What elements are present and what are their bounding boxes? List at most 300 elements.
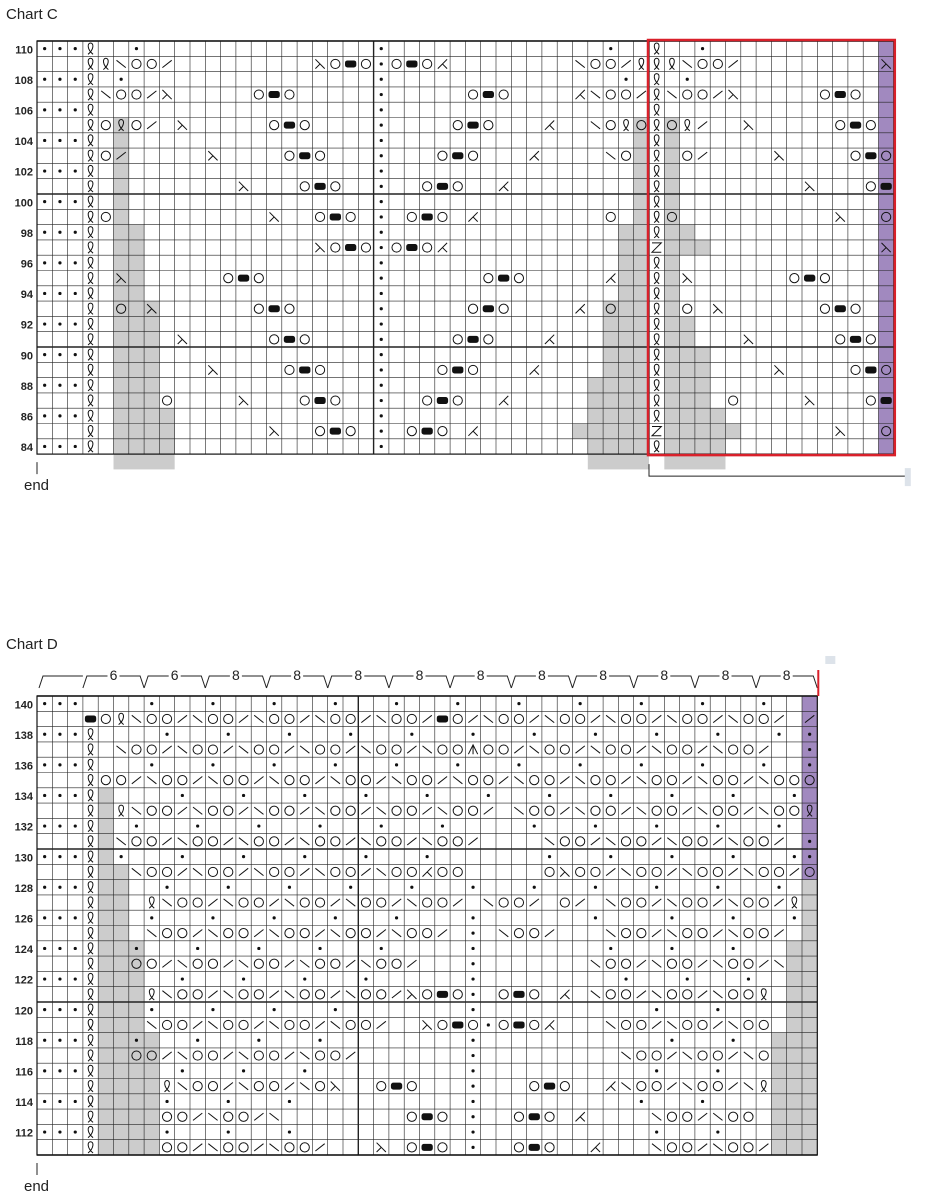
shaded-cell: [771, 1079, 817, 1094]
yarn-over-circle: [729, 1112, 738, 1121]
bobble-mark: [330, 428, 341, 435]
purl-dot: [58, 322, 61, 325]
yarn-over-circle: [270, 714, 279, 723]
purl-dot: [257, 1039, 260, 1042]
k3tog-mark: [499, 396, 508, 405]
twisted-stitch-mark: [88, 1081, 93, 1092]
purl-dot: [655, 1130, 658, 1133]
shaded-cell: [664, 255, 679, 270]
yarn-over-circle: [759, 837, 768, 846]
s2kp-mark: [423, 1020, 432, 1029]
yarn-over-circle: [423, 59, 432, 68]
k2tog-slash: [162, 838, 171, 845]
yarn-over-circle: [285, 714, 294, 723]
bracket-count-label: 8: [660, 667, 669, 683]
yarn-over-circle: [224, 806, 233, 815]
purl-dot: [380, 93, 383, 96]
yarn-over-circle: [101, 151, 110, 160]
bracket-end-marker: [825, 656, 835, 664]
shaded-cell: [664, 271, 679, 286]
purl-dot: [716, 1069, 719, 1072]
purl-dot: [43, 1008, 46, 1011]
purl-dot: [74, 292, 77, 295]
yarn-over-circle: [606, 212, 615, 221]
ssk-slash: [576, 60, 585, 67]
purl-dot: [74, 108, 77, 111]
shaded-cell: [664, 286, 679, 301]
k2tog-slash: [729, 1083, 738, 1090]
yarn-over-circle: [713, 806, 722, 815]
k2tog-slash: [744, 807, 753, 814]
shaded-cell: [98, 1017, 144, 1032]
ssk-slash: [667, 1021, 676, 1028]
k2tog-slash: [346, 1052, 355, 1059]
k2tog-slash: [713, 91, 722, 98]
cdd-mark: [468, 745, 477, 754]
s2kp-mark: [315, 59, 324, 68]
bobble-mark: [467, 122, 478, 129]
s2kp-mark: [836, 212, 845, 221]
purl-dot: [487, 1023, 490, 1026]
k2tog-slash: [453, 899, 462, 906]
shaded-cell: [802, 910, 817, 925]
purl-dot: [43, 977, 46, 980]
yarn-over-circle: [377, 959, 386, 968]
yarn-over-circle: [331, 806, 340, 815]
shaded-cell: [98, 818, 113, 833]
purl-dot: [655, 733, 658, 736]
yarn-over-circle: [331, 396, 340, 405]
yarn-over-circle: [759, 1051, 768, 1060]
bobble-mark: [483, 305, 494, 312]
twisted-stitch-mark: [654, 349, 659, 360]
purl-dot: [318, 947, 321, 950]
yarn-over-circle: [117, 90, 126, 99]
yarn-over-circle: [331, 1051, 340, 1060]
purl-dot: [150, 1008, 153, 1011]
ssk-slash: [713, 991, 722, 998]
yarn-over-circle: [514, 929, 523, 938]
purl-dot: [533, 824, 536, 827]
contrast-cell: [802, 773, 817, 788]
k2tog-slash: [423, 715, 432, 722]
twisted-stitch-mark: [88, 273, 93, 284]
yarn-over-circle: [392, 243, 401, 252]
purl-dot: [135, 1039, 138, 1042]
yarn-over-circle: [683, 959, 692, 968]
ssk-slash: [667, 91, 676, 98]
purl-dot: [670, 916, 673, 919]
yarn-over-circle: [851, 304, 860, 313]
k2tog-slash: [315, 1021, 324, 1028]
yarn-over-circle: [729, 776, 738, 785]
shaded-cell: [664, 362, 710, 377]
k2tog-slash: [239, 868, 248, 875]
ssk-slash: [208, 930, 217, 937]
purl-dot: [227, 733, 230, 736]
k2tog-slash: [759, 960, 768, 967]
purl-dot: [43, 733, 46, 736]
purl-dot: [74, 1008, 77, 1011]
purl-dot: [762, 763, 765, 766]
row-number-label: 136: [14, 760, 33, 773]
yarn-over-circle: [560, 898, 569, 907]
twisted-stitch-mark: [88, 288, 93, 299]
purl-dot: [471, 916, 474, 919]
k2tog-slash: [162, 1052, 171, 1059]
yarn-over-circle: [667, 1143, 676, 1152]
purl-dot: [43, 414, 46, 417]
yarn-over-circle: [361, 929, 370, 938]
ssk-slash: [591, 746, 600, 753]
purl-dot: [58, 947, 61, 950]
ssk-slash: [300, 838, 309, 845]
yarn-over-circle: [438, 151, 447, 160]
row-number-label: 124: [14, 944, 33, 957]
yarn-over-circle: [331, 959, 340, 968]
purl-dot: [74, 78, 77, 81]
purl-dot: [43, 702, 46, 705]
k2tog-slash: [239, 715, 248, 722]
bobble-mark: [452, 1021, 463, 1028]
yarn-over-circle: [254, 1051, 263, 1060]
ssk-slash: [576, 777, 585, 784]
twisted-stitch-mark: [88, 58, 93, 69]
yarn-over-circle: [790, 806, 799, 815]
ssk-slash: [346, 991, 355, 998]
k2tog-slash: [667, 868, 676, 875]
yarn-over-circle: [438, 365, 447, 374]
purl-dot: [273, 702, 276, 705]
twisted-stitch-mark: [88, 729, 93, 740]
purl-dot: [624, 977, 627, 980]
purl-dot: [74, 139, 77, 142]
yarn-over-circle: [606, 90, 615, 99]
purl-dot: [211, 1008, 214, 1011]
yarn-over-circle: [453, 867, 462, 876]
k3tog-mark: [576, 90, 585, 99]
ssk-slash: [744, 1083, 753, 1090]
twisted-stitch-mark: [88, 1096, 93, 1107]
ssk-slash: [193, 868, 202, 875]
purl-dot: [74, 947, 77, 950]
twisted-stitch-mark: [88, 196, 93, 207]
yarn-over-circle: [851, 151, 860, 160]
ssk-slash: [361, 838, 370, 845]
bobble-mark: [467, 336, 478, 343]
ssk-slash: [652, 746, 661, 753]
yarn-over-circle: [162, 1020, 171, 1029]
yarn-over-circle: [178, 990, 187, 999]
ssk-slash: [759, 777, 768, 784]
twisted-stitch-mark: [88, 43, 93, 54]
yarn-over-circle: [162, 806, 171, 815]
yarn-over-circle: [407, 427, 416, 436]
yarn-over-circle: [683, 745, 692, 754]
purl-dot: [533, 886, 536, 889]
ssk-slash: [239, 1083, 248, 1090]
yarn-over-circle: [744, 745, 753, 754]
purl-dot: [242, 977, 245, 980]
ssk-slash: [545, 715, 554, 722]
ssk-slash: [438, 807, 447, 814]
purl-dot: [43, 231, 46, 234]
purl-dot: [43, 200, 46, 203]
purl-dot: [364, 794, 367, 797]
shaded-cell: [664, 378, 710, 393]
ssk-slash: [744, 868, 753, 875]
yarn-over-circle: [208, 837, 217, 846]
yarn-over-circle: [514, 714, 523, 723]
ssk-slash: [514, 777, 523, 784]
yarn-over-circle: [224, 714, 233, 723]
yarn-over-circle: [667, 806, 676, 815]
chart-c-title: Chart C: [6, 6, 58, 23]
purl-dot: [471, 1100, 474, 1103]
purl-dot: [471, 947, 474, 950]
purl-dot: [579, 763, 582, 766]
ssk-slash: [713, 746, 722, 753]
k2tog-slash: [361, 868, 370, 875]
purl-dot: [303, 977, 306, 980]
yarn-over-circle: [729, 990, 738, 999]
ssk-slash: [407, 899, 416, 906]
k2tog-slash: [652, 838, 661, 845]
bobble-mark: [865, 152, 876, 159]
yarn-over-circle: [667, 776, 676, 785]
twisted-stitch-mark: [88, 89, 93, 100]
twisted-stitch-mark: [654, 196, 659, 207]
yarn-over-circle: [208, 745, 217, 754]
row-numbers: [15, 44, 34, 454]
yarn-over-circle: [514, 1143, 523, 1152]
s2kp-mark: [774, 151, 783, 160]
yarn-over-circle: [530, 806, 539, 815]
ssk-slash: [224, 899, 233, 906]
ssk-slash: [484, 715, 493, 722]
k2tog-slash: [774, 838, 783, 845]
shaded-cell: [771, 1109, 817, 1124]
k2tog-slash: [239, 807, 248, 814]
twisted-stitch-mark: [88, 1004, 93, 1015]
twisted-stitch-mark: [88, 334, 93, 345]
purl-dot: [43, 1100, 46, 1103]
row-number-label: 122: [14, 974, 33, 987]
yarn-over-circle: [270, 806, 279, 815]
k2tog-slash: [713, 1021, 722, 1028]
ssk-slash: [652, 991, 661, 998]
yarn-over-circle: [392, 59, 401, 68]
twisted-stitch-mark: [88, 1126, 93, 1137]
yarn-over-circle: [101, 212, 110, 221]
yarn-over-circle: [193, 745, 202, 754]
yarn-over-circle: [683, 1112, 692, 1121]
yarn-over-circle: [621, 1020, 630, 1029]
yarn-over-circle: [346, 427, 355, 436]
ssk-slash: [285, 991, 294, 998]
row-number-label: 90: [20, 350, 33, 363]
bobble-mark: [422, 213, 433, 220]
yarn-over-circle: [239, 1112, 248, 1121]
yarn-over-circle: [453, 335, 462, 344]
ssk-slash: [208, 1021, 217, 1028]
twisted-stitch-mark: [88, 775, 93, 786]
ssk-slash: [132, 868, 141, 875]
k2tog-slash: [560, 777, 569, 784]
ssk-slash: [208, 1144, 217, 1151]
purl-dot: [58, 855, 61, 858]
purl-dot: [58, 231, 61, 234]
purl-dot: [793, 794, 796, 797]
ssk-slash: [698, 777, 707, 784]
purl-dot: [43, 763, 46, 766]
bobble-mark: [483, 91, 494, 98]
row-number-label: 128: [14, 882, 33, 895]
shaded-cell: [603, 316, 649, 331]
yarn-over-circle: [621, 929, 630, 938]
yarn-over-circle: [698, 1020, 707, 1029]
purl-dot: [471, 962, 474, 965]
k2tog-slash: [392, 899, 401, 906]
ssk-slash: [147, 930, 156, 937]
shaded-cell: [664, 424, 741, 439]
s2kp-mark: [729, 90, 738, 99]
yarn-over-circle: [377, 745, 386, 754]
shaded-cell: [573, 424, 650, 439]
yarn-over-circle: [790, 274, 799, 283]
ssk-slash: [361, 746, 370, 753]
ssk-slash: [621, 868, 630, 875]
end-marker: [24, 1163, 49, 1195]
ssk-slash: [178, 1052, 187, 1059]
yarn-over-circle: [331, 745, 340, 754]
yarn-over-circle: [193, 959, 202, 968]
ssk-slash: [300, 1083, 309, 1090]
k2tog-slash: [698, 746, 707, 753]
ssk-slash: [453, 777, 462, 784]
k2tog-slash: [576, 899, 585, 906]
yarn-over-circle: [407, 1143, 416, 1152]
purl-dot: [43, 886, 46, 889]
purl-dot: [732, 794, 735, 797]
s2kp-mark: [377, 1143, 386, 1152]
purl-dot: [74, 794, 77, 797]
purl-dot: [334, 1008, 337, 1011]
yarn-over-circle: [851, 365, 860, 374]
yarn-over-circle: [423, 776, 432, 785]
purl-dot: [380, 169, 383, 172]
k2tog-slash: [193, 930, 202, 937]
purl-dot: [288, 1130, 291, 1133]
purl-dot: [242, 794, 245, 797]
k2tog-slash: [300, 807, 309, 814]
yarn-over-circle: [560, 1082, 569, 1091]
yarn-over-circle: [621, 745, 630, 754]
twisted-stitch-mark: [88, 318, 93, 329]
yarn-over-circle: [331, 867, 340, 876]
yarn-over-circle: [285, 1143, 294, 1152]
yarn-over-circle: [560, 837, 569, 846]
ssk-slash: [117, 838, 126, 845]
yarn-over-circle: [162, 396, 171, 405]
purl-dot: [120, 78, 123, 81]
purl-dot: [181, 977, 184, 980]
ssk-slash: [377, 715, 386, 722]
yarn-over-circle: [361, 243, 370, 252]
yarn-over-circle: [132, 121, 141, 130]
k2tog-slash: [698, 1113, 707, 1120]
twisted-stitch-mark: [165, 1081, 170, 1092]
yarn-over-circle: [315, 365, 324, 374]
ssk-slash: [270, 930, 279, 937]
yarn-over-circle: [315, 745, 324, 754]
yarn-over-circle: [606, 776, 615, 785]
purl-dot: [701, 1100, 704, 1103]
k2tog-slash: [346, 746, 355, 753]
yarn-over-circle: [514, 274, 523, 283]
purl-dot: [43, 794, 46, 797]
yarn-over-circle: [392, 714, 401, 723]
yarn-over-circle: [560, 714, 569, 723]
k2tog-slash: [361, 807, 370, 814]
s2kp-mark: [805, 182, 814, 191]
shaded-cell: [664, 454, 725, 469]
yarn-over-circle: [423, 182, 432, 191]
yarn-over-circle: [270, 121, 279, 130]
yarn-over-circle: [683, 898, 692, 907]
yarn-over-circle: [545, 745, 554, 754]
yarn-over-circle: [178, 1112, 187, 1121]
k2tog-slash: [637, 91, 646, 98]
bobble-mark: [452, 152, 463, 159]
k2tog-slash: [254, 1021, 263, 1028]
yarn-over-circle: [132, 837, 141, 846]
purl-dot: [471, 1085, 474, 1088]
twisted-stitch-mark: [624, 120, 629, 131]
purl-dot: [58, 886, 61, 889]
purl-dot: [58, 169, 61, 172]
twisted-stitch-mark: [88, 395, 93, 406]
twisted-stitch-mark: [88, 104, 93, 115]
ssk-slash: [621, 1083, 630, 1090]
s2kp-mark: [713, 304, 722, 313]
yarn-over-circle: [667, 990, 676, 999]
purl-dot: [58, 139, 61, 142]
yarn-over-circle: [254, 990, 263, 999]
bracket-count-label: 8: [415, 667, 424, 683]
twisted-stitch-mark: [761, 1081, 766, 1092]
twisted-stitch-mark: [149, 897, 154, 908]
ssk-slash: [713, 1144, 722, 1151]
purl-dot: [43, 824, 46, 827]
purl-dot: [58, 916, 61, 919]
k3tog-mark: [438, 59, 447, 68]
purl-dot: [165, 1100, 168, 1103]
yarn-over-circle: [713, 1082, 722, 1091]
purl-dot: [349, 733, 352, 736]
bobble-mark: [299, 152, 310, 159]
s2kp-mark: [331, 1082, 340, 1091]
shaded-cell: [664, 301, 679, 316]
yarn-over-circle: [346, 714, 355, 723]
yarn-over-circle: [315, 898, 324, 907]
yarn-over-circle: [744, 990, 753, 999]
yarn-over-circle: [484, 776, 493, 785]
k2tog-slash: [545, 930, 554, 937]
yarn-over-circle: [637, 1082, 646, 1091]
ssk-slash: [667, 930, 676, 937]
bobble-mark: [437, 715, 448, 722]
